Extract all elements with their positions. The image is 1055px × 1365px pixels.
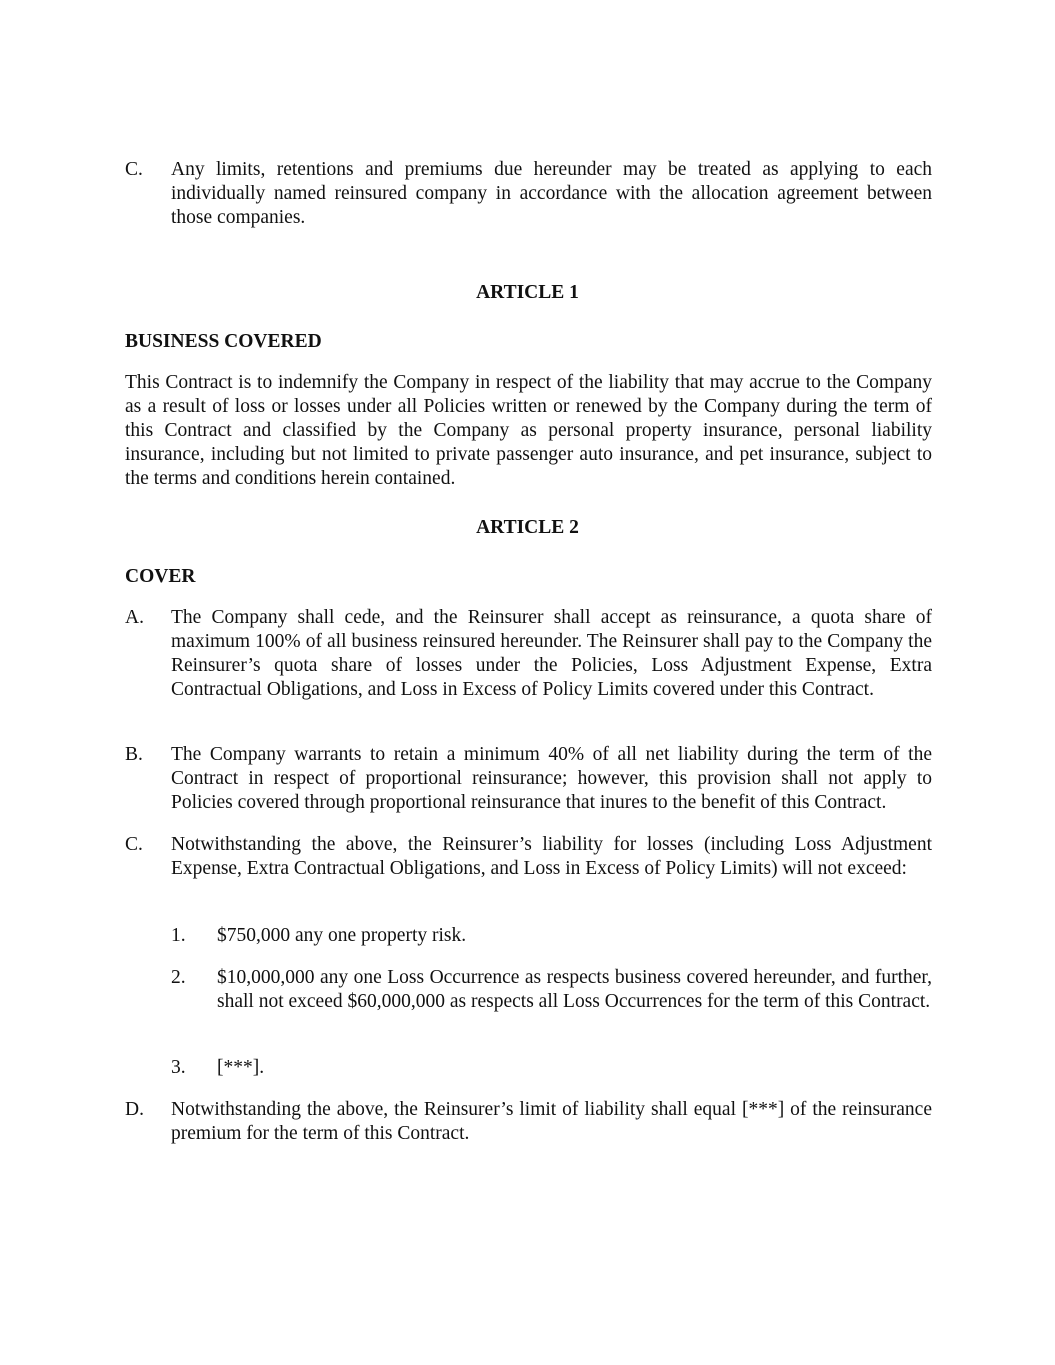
clause-text: Notwithstanding the above, the Reinsurer’s liability for losses (including Loss Adjustment Expense, Extra Contractual Obligations, and Loss in Excess of Policy Limits) will not exceed: [171, 834, 932, 879]
clause-text: Any limits, retentions and premiums due hereunder may be treated as applying to each individually named reinsured company in accordance with the allocation agreement between those companies. [171, 159, 932, 228]
subclause-text: [***]. [217, 1057, 265, 1078]
clause-label: C. [125, 834, 143, 855]
clause-label: A. [125, 607, 144, 628]
subclause-text: $10,000,000 any one Loss Occurrence as respects business covered hereunder, and further, shall not exceed $60,000,000 as respects all Loss Occurrences for the term of this Contract. [217, 967, 932, 1012]
cover-subclause-2 [171, 966, 932, 1014]
cover-clause-a [125, 606, 932, 702]
cover-subclause-3 [171, 1056, 932, 1080]
cover-clause-b [125, 743, 932, 815]
cover-clause-d [125, 1098, 932, 1146]
clause-text: The Company warrants to retain a minimum 40% of all net liability during the term of the Contract in respect of proportional reinsurance; however, this provision shall not apply to Policies covered through proportional reinsurance that inures to the benefit of this Contract. [171, 744, 932, 813]
article-1-title: ARTICLE 1 [476, 282, 579, 303]
subclause-label: 3. [171, 1057, 186, 1078]
clause-label: C. [125, 159, 143, 180]
cover-heading: COVER [125, 566, 196, 587]
cover-subclause-1 [171, 924, 932, 948]
clause-label: D. [125, 1099, 144, 1120]
subclause-label: 2. [171, 967, 186, 988]
business-covered-text: This Contract is to indemnify the Company in respect of the liability that may accrue to the Company as a result of loss or losses under all Policies written or renewed by the Company during the term of this Contract and classified by the Company as personal property insurance, personal liability insurance, including but not limited to private passenger auto insurance, and pet insurance, subject to the terms and conditions herein contained. [125, 372, 932, 489]
intro-clause [125, 158, 932, 230]
clause-text: Notwithstanding the above, the Reinsurer’s limit of liability shall equal [***] of the reinsurance premium for the term of this Contract. [171, 1099, 932, 1144]
article-2-title: ARTICLE 2 [476, 517, 579, 538]
subclause-text: $750,000 any one property risk. [217, 925, 467, 946]
clause-text: The Company shall cede, and the Reinsurer shall accept as reinsurance, a quota share of maximum 100% of all business reinsured hereunder. The Reinsurer shall pay to the Company the Reinsurer’s quota share of losses under the Policies, Loss Adjustment Expense, Extra Contractual Obligations, and Loss in Excess of Policy Limits covered under this Contract. [171, 607, 932, 700]
business-covered-heading: BUSINESS COVERED [125, 331, 322, 352]
subclause-label: 1. [171, 925, 186, 946]
cover-clause-c [125, 833, 932, 881]
clause-label: B. [125, 744, 143, 765]
